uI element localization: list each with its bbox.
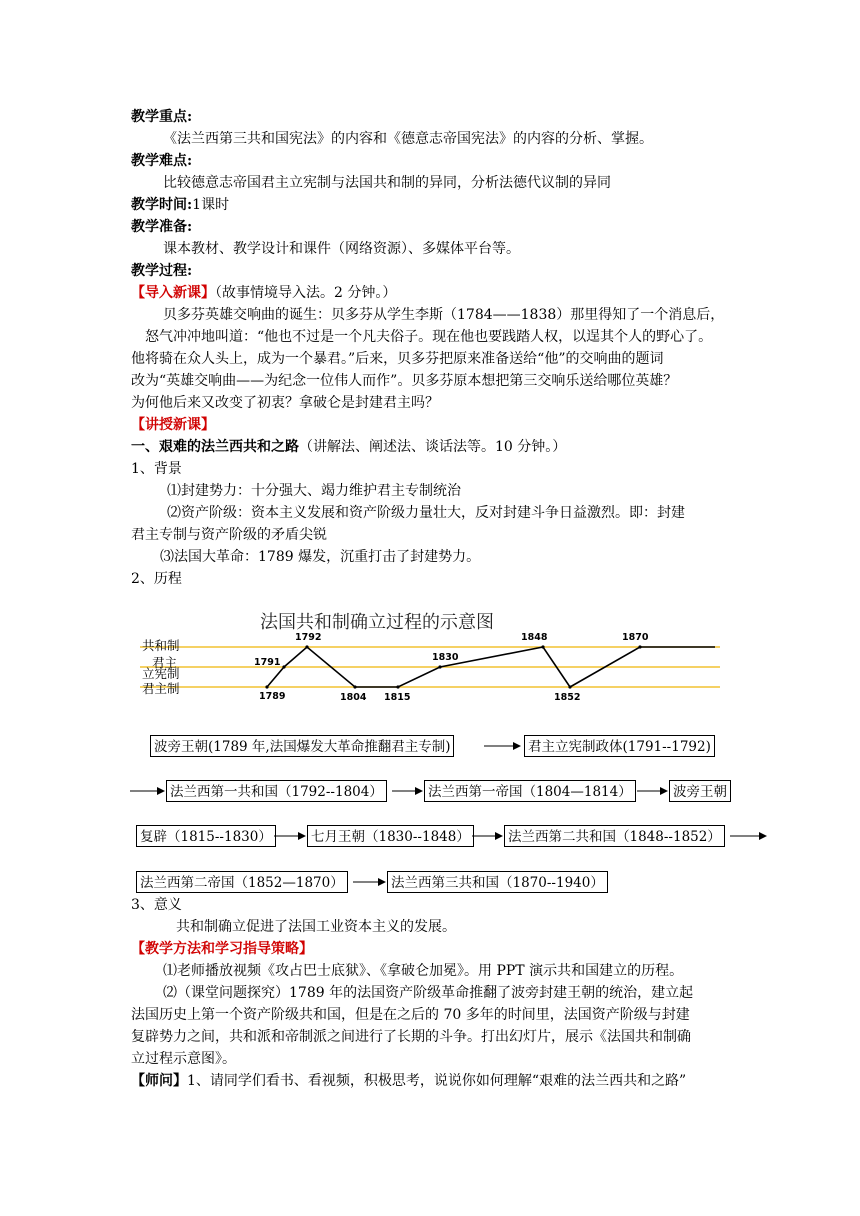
figure-title: 法国共和制确立过程的示意图 [260,612,494,633]
story-line: 他将骑在众人头上，成为一个暴君。”后来，贝多芬把原来准备送给“他”的交响曲的题词 [131,351,664,367]
section-1-note: （讲解法、阐述法、谈话法等。10 分钟。） [299,439,567,455]
year-label-1789: 1789 [259,691,286,702]
point-1848 [541,645,544,648]
difficulties-body: 比较德意志帝国君主立宪制与法国共和制的异同，分析法德代议制的异同 [163,175,611,191]
heading-time: 教学时间: [131,197,193,213]
story-line: 贝多芬英雄交响曲的诞生：贝多芬从学生李斯（1784——1838）那里得知了一个消息后， [163,307,725,323]
point-1791 [282,665,285,668]
intro-tag: 【导入新课】 [131,285,215,301]
flow-box-bourbon: 波旁王朝 [669,780,731,802]
flow-box-first-empire: 法兰西第一帝国（1804—1814） [424,780,636,802]
method-item-1: ⑴老师播放视频《攻占巴士底狱》、《拿破仑加冕》。用 PPT 演示共和国建立的历程。 [163,963,684,979]
question-body: 1、请同学们看书、看视频，积极思考，说说你如何理解“艰难的法兰西共和之路” [187,1073,687,1089]
significance-body: 共和制确立促进了法国工业资本主义的发展。 [176,919,456,935]
background-item-2-cont: 君主专制与资产阶级的矛盾尖锐 [131,527,327,543]
story-line: 怒气冲冲地叫道：“他也不过是一个凡夫俗子。现在他也要践踏人权，以逞其个人的野心了。 [145,329,713,345]
method-item-2-cont: 复辟势力之间，共和派和帝制派之间进行了长期的斗争。打出幻灯片，展示《法国共和制确 [131,1029,691,1045]
section-1-title: 一、艰难的法兰西共和之路 [131,439,299,455]
lecture-tag: 【讲授新课】 [131,417,215,433]
heading-process: 教学过程: [131,263,193,279]
level-label-monarchy: 君主制 [142,681,180,696]
year-label-1815: 1815 [384,692,411,703]
flow-box-first-republic: 法兰西第一共和国（1792--1804） [166,780,387,802]
intro-note: （故事情境导入法。2 分钟。） [215,285,397,301]
intro-line [131,282,396,304]
flow-box-second-republic: 法兰西第二共和国（1848--1852） [504,825,725,847]
point-1815 [396,685,399,688]
point-1830 [438,665,441,668]
point-1792 [305,645,308,648]
flow-box-third-republic: 法兰西第三共和国（1870--1940） [387,871,608,893]
year-label-1870: 1870 [622,632,649,643]
background-item-2: ⑵资产阶级：资本主义发展和资产阶级力量壮大，反对封建斗争日益激烈。即：封建 [167,505,685,521]
flow-box-constitutional: 君主立宪制政体(1791--1792) [524,735,715,757]
flow-box-restoration: 复辟（1815--1830） [136,825,276,847]
story-line: 为何他后来又改变了初衷？拿破仑是封建君主吗？ [131,395,439,411]
time-line [131,194,229,216]
flow-box-july-monarchy: 七月王朝（1830--1848） [307,825,474,847]
level-label-constitutional-1: 君主 [152,655,178,670]
point-1870 [638,645,641,648]
level-label-constitutional-2: 立宪制 [142,666,180,681]
method-tag: 【教学方法和学习指导策略】 [131,941,313,957]
year-label-1830: 1830 [432,652,459,663]
history-title: 2、历程 [131,571,182,587]
background-item-1: ⑴封建势力：十分强大、竭力维护君主专制统治 [167,483,461,499]
year-label-1791: 1791 [254,657,281,668]
background-title: 1、背景 [131,461,182,477]
time-body: 1课时 [192,197,230,213]
key-points-body: 《法兰西第三共和国宪法》的内容和《德意志帝国宪法》的内容的分析、掌握。 [163,131,653,147]
heading-key-points: 教学重点: [131,109,193,125]
year-label-1804: 1804 [340,692,367,703]
year-label-1792: 1792 [295,632,322,643]
method-item-2-cont: 法国历史上第一个资产阶级共和国，但是在之后的 70 多年的时间里，法国资产阶级与封建 [131,1007,690,1023]
significance-title: 3、意义 [131,897,182,913]
preparation-body: 课本教材、教学设计和课件（网络资源）、多媒体平台等。 [163,241,520,257]
republic-process-figure [140,606,730,728]
level-label-republic: 共和制 [142,638,180,653]
heading-difficulties: 教学难点: [131,153,193,169]
method-item-2: ⑵（课堂问题探究）1789 年的法国资产阶级革命推翻了波旁封建王朝的统治，建立起 [163,985,694,1001]
flow-arrows [0,720,860,920]
point-1789 [265,685,268,688]
background-item-3: ⑶法国大革命：1789 爆发，沉重打击了封建势力。 [160,549,481,565]
point-1804 [353,685,356,688]
question-line [131,1070,686,1092]
story-line: 改为“英雄交响曲——为纪念一位伟人而作”。贝多芬原本想把第三交响乐送给哪位英雄？ [131,373,678,389]
point-1852 [568,685,571,688]
year-label-1852: 1852 [554,692,581,703]
year-label-1848: 1848 [521,632,548,643]
flow-box-bourbon-1789: 波旁王朝(1789 年,法国爆发大革命推翻君主专制) [150,735,454,757]
section-1-line [131,436,566,458]
question-tag: 【师问】 [131,1073,187,1089]
method-item-2-cont: 立过程示意图》。 [131,1051,236,1067]
heading-preparation: 教学准备: [131,219,193,235]
flow-box-second-empire: 法兰西第二帝国（1852—1870） [136,871,348,893]
